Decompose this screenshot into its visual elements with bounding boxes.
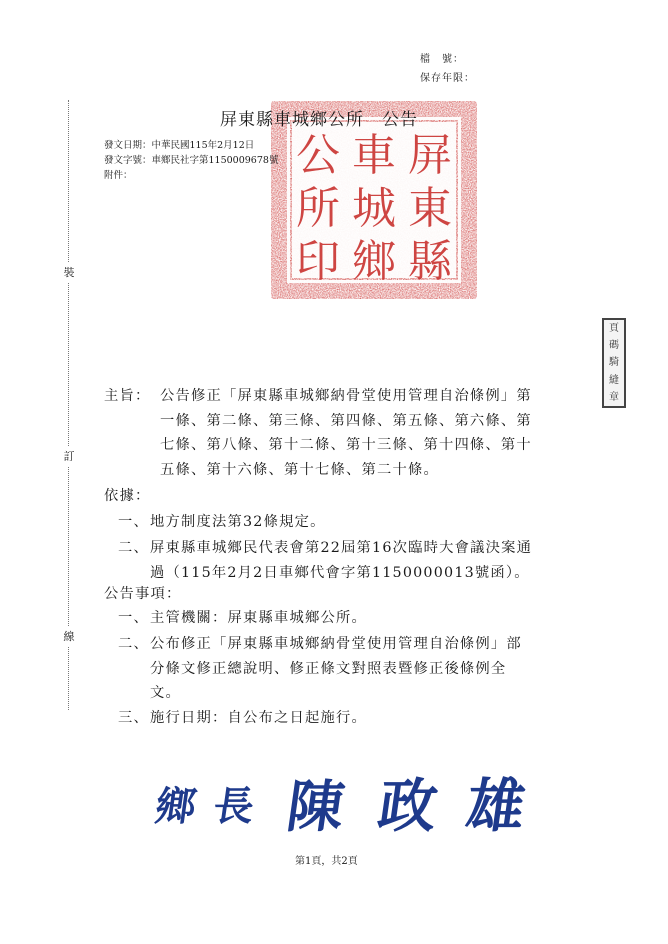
subject-line: 五條、第十六條、第十七條、第二十條。 xyxy=(160,461,439,478)
signature-char: 鄉 xyxy=(152,783,200,830)
basis-item-line: 屏東縣車城鄉民代表會第22屆第16次臨時大會議決案通 xyxy=(150,540,533,556)
notice-item-3-text xyxy=(150,706,367,731)
basis-item-2-text xyxy=(150,536,532,585)
document-number: 發文字號：車鄉民社字第1150009678號 xyxy=(104,155,279,166)
seal-char: 縣 xyxy=(408,236,452,287)
binding-line xyxy=(68,100,69,710)
seal-char: 鄉 xyxy=(352,236,396,287)
notice-item-3-num: 三、 xyxy=(118,710,149,726)
notice-item-line: 分條文修正總說明、修正條文對照表暨修正後條例全 xyxy=(150,660,507,677)
seal-char: 車 xyxy=(352,130,396,181)
issue-date: 發文日期：中華民國115年2月12日 xyxy=(104,140,255,151)
document-meta xyxy=(104,138,278,183)
basis-item-line: 地方制度法第32條規定。 xyxy=(150,514,326,530)
notice-label: 公告事項： xyxy=(104,586,182,602)
notice-item-2-num: 二、 xyxy=(118,636,149,652)
basis-item-1-text xyxy=(150,510,326,535)
seam-stamp-char: 章 xyxy=(609,391,619,403)
subject-label: 主旨： xyxy=(104,388,151,404)
basis-item-line: 過（115年2月2日車鄉代會字第1150000013號函）。 xyxy=(150,564,530,581)
subject-text xyxy=(160,384,532,482)
archive-number-label: 檔 號： xyxy=(420,54,464,65)
seal-char: 東 xyxy=(408,183,452,234)
subject-line: 公告修正「屏東縣車城鄉納骨堂使用管理自治條例」第 xyxy=(160,388,532,404)
binding-mark-zhuang: 裝 xyxy=(62,262,76,282)
retention-period-label: 保存年限： xyxy=(420,73,475,84)
binding-mark-ding: 訂 xyxy=(62,446,76,466)
subject-line: 七條、第八條、第十二條、第十三條、第十四條、第十 xyxy=(160,437,532,453)
mayor-signature-stamp xyxy=(152,762,532,842)
basis-item-2-num: 二、 xyxy=(118,540,149,556)
file-info xyxy=(420,50,475,88)
notice-item-1-num: 一、 xyxy=(118,610,149,626)
binding-mark-xian: 線 xyxy=(62,626,76,646)
seal-char: 城 xyxy=(352,183,396,234)
signature-char: 長 xyxy=(210,783,258,830)
notice-item-line: 施行日期：自公布之日起施行。 xyxy=(150,710,367,726)
signature-char: 政 xyxy=(374,771,442,840)
seam-stamp-char: 騎 xyxy=(609,357,619,369)
seam-stamp-char: 頁 xyxy=(609,323,619,335)
notice-item-line: 主管機關：屏東縣車城鄉公所。 xyxy=(150,610,367,626)
notice-item-2-text xyxy=(150,632,522,706)
basis-item-1-num: 一、 xyxy=(118,514,149,530)
seal-char: 屏 xyxy=(408,130,452,181)
seam-stamp xyxy=(602,318,626,408)
basis-label: 依據： xyxy=(104,488,151,504)
seal-char: 印 xyxy=(296,236,340,287)
seam-stamp-char: 縫 xyxy=(609,374,619,386)
notice-item-line: 文。 xyxy=(150,685,181,701)
seam-stamp-char: 碼 xyxy=(609,340,619,352)
seal-char: 所 xyxy=(296,183,340,234)
seal-char: 公 xyxy=(296,130,340,181)
notice-item-1-text xyxy=(150,606,367,631)
signature-char: 陳 xyxy=(283,774,349,840)
subject-line: 一條、第二條、第三條、第四條、第五條、第六條、第 xyxy=(160,412,532,429)
signature-char: 雄 xyxy=(462,771,530,840)
page-number: 第1頁，共2頁 xyxy=(295,856,358,867)
notice-item-line: 公布修正「屏東縣車城鄉納骨堂使用管理自治條例」部 xyxy=(150,636,522,652)
attachment-label: 附件： xyxy=(104,170,133,181)
page-title: 屏東縣車城鄉公所 公告 xyxy=(220,110,418,130)
